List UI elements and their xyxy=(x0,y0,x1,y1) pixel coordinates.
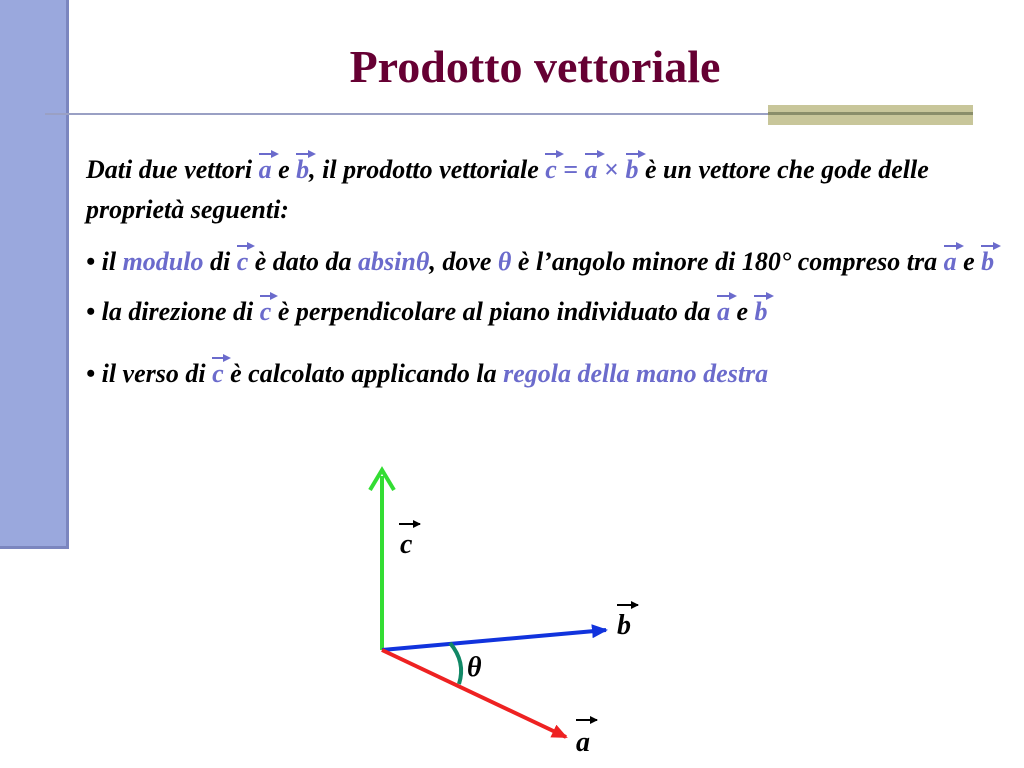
intro-text-4: è un vettore che gode delle proprietà seguenti: xyxy=(86,155,929,224)
symbol-theta: θ xyxy=(497,247,512,276)
vector-b: b xyxy=(626,150,639,190)
intro-text-1: Dati due vettori xyxy=(86,155,259,184)
vector-c: c xyxy=(545,150,557,190)
bullet1-text-6: e xyxy=(956,247,982,276)
label-theta: θ xyxy=(467,652,482,683)
label-c: c xyxy=(400,529,413,560)
vector-a: a xyxy=(585,150,598,190)
angle-arc xyxy=(450,643,461,684)
bullet2-text-2: è perpendicolare al piano individuato da xyxy=(271,297,717,326)
bullet1-text-3: è dato da xyxy=(248,247,359,276)
bullet1-text-1: • il xyxy=(86,247,123,276)
vector-c: c xyxy=(237,242,249,282)
bullet3-text-1: • il verso di xyxy=(86,359,213,388)
term-modulo: modulo xyxy=(122,247,204,276)
vector-c: c xyxy=(260,292,272,332)
bullet2-text-3: e xyxy=(729,297,755,326)
vector-b: b xyxy=(981,242,994,282)
formula-absin: absinθ xyxy=(358,247,430,276)
intro-text-2: e xyxy=(271,155,297,184)
label-a: a xyxy=(576,727,590,758)
vector-b: b xyxy=(296,150,309,190)
bullet1-text-4: , dove xyxy=(429,247,498,276)
vector-a: a xyxy=(717,292,730,332)
vector-b-arrow xyxy=(382,630,606,650)
vector-a: a xyxy=(259,150,272,190)
cross-sign: × xyxy=(597,155,626,184)
intro-text-3: , il prodotto vettoriale xyxy=(309,155,546,184)
term-right-hand-rule: regola della mano destra xyxy=(503,359,769,388)
bullet1-text-2: di xyxy=(203,247,237,276)
vector-c: c xyxy=(212,354,224,394)
vector-a: a xyxy=(944,242,957,282)
equals-sign: = xyxy=(556,155,585,184)
vector-b: b xyxy=(754,292,767,332)
bullet3-text-2: è calcolato applicando la xyxy=(223,359,504,388)
bullet1-text-5: è l’angolo minore di 180° compreso tra xyxy=(511,247,944,276)
page-title: Prodotto vettoriale xyxy=(349,41,721,92)
label-b: b xyxy=(617,610,631,641)
bullet2-text-1: • la direzione di xyxy=(86,297,260,326)
